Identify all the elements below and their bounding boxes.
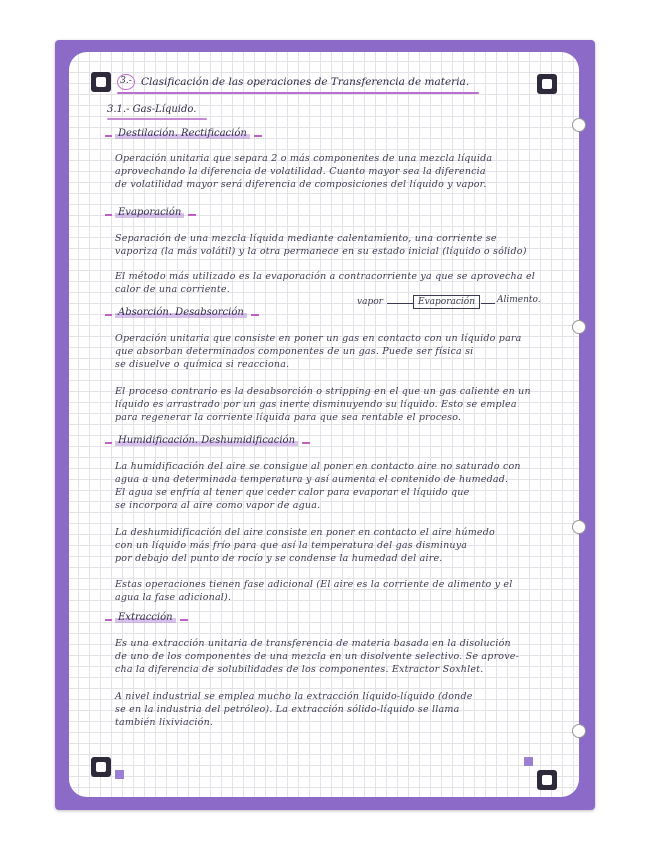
section-paragraph: El proceso contrario es la desabsorción o stripping en el que un gas caliente en un líquido es arrastrado por un gas inerte disminuyendo su líquido. Esto se emplea para regenerar la corriente líquida para que sea rentable el proceso. (115, 386, 531, 423)
section-paragraph: La deshumidificación del aire consiste en poner en contacto el aire húmedo con un líquido más frío para que así la temperatura del gas disminuya por debajo del punto de rocío y se condense la humedad del aire. (115, 527, 495, 564)
section-paragraph: Separación de una mezcla líquida mediante calentamiento, una corriente se vaporiza (la más volátil) y la otra permanece en su estado inicial (líquido o sólido) (115, 233, 527, 257)
binder-hole (572, 320, 586, 334)
section-paragraph: Operación unitaria que separa 2 o más componentes de una mezcla líquida aprovechando la diferencia de volatilidad. Cuanto mayor sea la diferencia de volatilidad mayor será diferencia de composiciones del líquido y vapor. (115, 153, 493, 190)
section-paragraph: Operación unitaria que consiste en poner un gas en contacto con un líquido para que absorban determinados componentes de un gas. Puede ser física si se disuelve o química si reacciona. (115, 333, 522, 370)
page-title: Clasificación de las operaciones de Transferencia de materia. (141, 76, 470, 88)
corner-mark-top-left (91, 72, 111, 92)
section-heading: Destilación. Rectificación (115, 128, 250, 139)
subtitle-underline (107, 118, 207, 120)
subtitle: 3.1.- Gas-Líquido. (107, 104, 197, 115)
section-paragraph: Estas operaciones tienen fase adicional (El aire es la corriente de alimento y el agua la fase adicional). (115, 579, 513, 603)
diagram-label-vapor: vapor (357, 297, 383, 307)
diagram-arrow (387, 303, 413, 304)
title-number: 3.- (117, 74, 135, 90)
title-underline (117, 92, 479, 94)
section-heading: Extracción (115, 612, 176, 623)
corner-mark-top-right (537, 74, 557, 94)
section-paragraph: La humidificación del aire se consigue al poner en contacto aire no saturado con agua a una determinada temperatura y así aumenta el contenido de humedad. El agua se enfría al tener que ceder calor para evaporar el líquido que se incorpora al aire como vapor de agua. (115, 461, 521, 511)
diagram-arrow (481, 303, 495, 304)
grid-paper (69, 52, 579, 797)
binder-hole (572, 520, 586, 534)
corner-mark-bottom-right (537, 770, 557, 790)
binder-hole (572, 118, 586, 132)
section-heading: Evaporación (115, 207, 184, 218)
section-paragraph: A nivel industrial se emplea mucho la extracción líquido-líquido (donde se en la industria del petróleo). La extracción sólido-líquido se llama también lixiviación. (115, 691, 473, 728)
diagram-label-alimento: Alimento. (497, 295, 541, 305)
diagram-box: Evaporación (413, 295, 480, 309)
section-paragraph: El método más utilizado es la evaporación a contracorriente ya que se aprovecha el calor de una corriente. (115, 271, 536, 295)
section-heading: Humidificación. Deshumidificación (115, 435, 298, 446)
corner-square (524, 757, 533, 766)
binder-hole (572, 724, 586, 738)
section-heading: Absorción. Desabsorción (115, 307, 247, 318)
corner-mark-bottom-left (91, 757, 111, 777)
notebook-page (55, 40, 595, 810)
corner-square (115, 770, 124, 779)
section-paragraph: Es una extracción unitaria de transferencia de materia basada en la disolución de uno de los componentes de una mezcla en un disolvente selectivo. Se aprove- cha la diferencia de solubilidades de los componentes. Extractor Soxhlet. (115, 638, 520, 675)
